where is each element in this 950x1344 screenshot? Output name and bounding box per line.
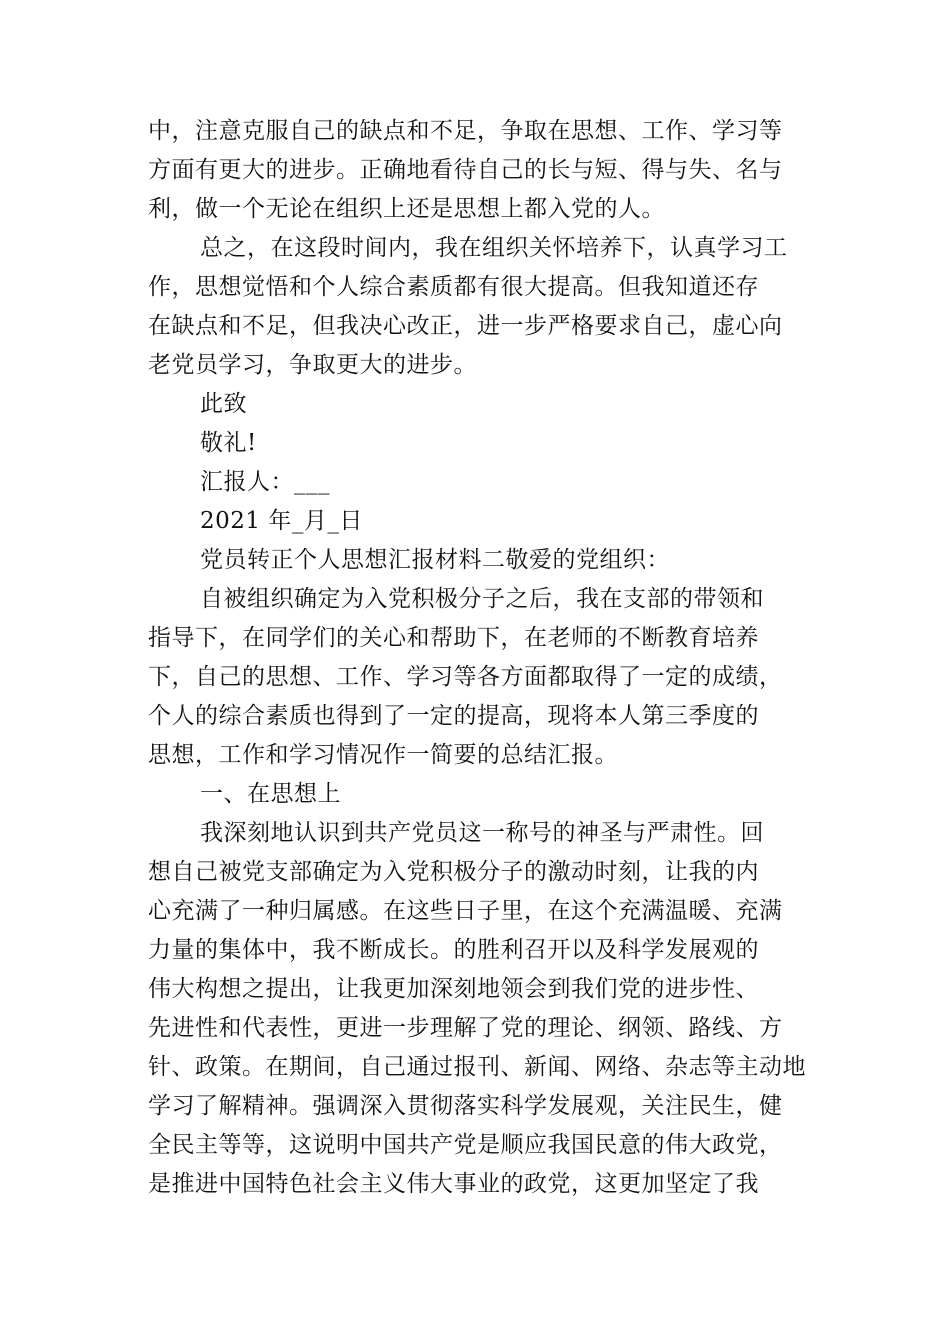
text-line: 心充满了一种归属感。在这些日子里，在这个充满温暖、充满 — [148, 898, 783, 924]
text-line: 一、在思想上 — [200, 781, 341, 807]
text-line: 老党员学习，争取更大的进步。 — [148, 352, 477, 378]
text-line: 作，思想觉悟和个人综合素质都有很大提高。但我知道还存 — [148, 274, 759, 300]
text-line: 力量的集体中，我不断成长。的胜利召开以及科学发展观的 — [148, 937, 759, 963]
text-line: 我深刻地认识到共产党员这一称号的神圣与严肃性。回 — [200, 820, 764, 846]
text-line: 学习了解精神。强调深入贯彻落实科学发展观，关注民生，健 — [148, 1093, 783, 1119]
text-line: 想自己被党支部确定为入党积极分子的激动时刻，让我的内 — [148, 859, 759, 885]
text-line: 思想，工作和学习情况作一简要的总结汇报。 — [148, 742, 618, 768]
text-line: 先进性和代表性，更进一步理解了党的理论、纲领、路线、方 — [148, 1015, 783, 1041]
text-line: 是推进中国特色社会主义伟大事业的政党，这更加坚定了我 — [148, 1171, 759, 1197]
document-page — [148, 112, 808, 1204]
text-line: 下，自己的思想、工作、学习等各方面都取得了一定的成绩， — [148, 664, 783, 690]
text-line: 汇报人：___ — [200, 469, 330, 495]
text-line: 总之，在这段时间内，我在组织关怀培养下，认真学习工 — [200, 235, 788, 261]
text-line: 自被组织确定为入党积极分子之后，我在支部的带领和 — [200, 586, 764, 612]
text-line: 利，做一个无论在组织上还是思想上都入党的人。 — [148, 196, 665, 222]
text-line: 方面有更大的进步。正确地看待自己的长与短、得与失、名与 — [148, 157, 783, 183]
text-line: 伟大构想之提出，让我更加深刻地领会到我们党的进步性、 — [148, 976, 759, 1002]
text-line: 针、政策。在期间，自己通过报刊、新闻、网络、杂志等主动地 — [148, 1054, 806, 1080]
text-line: 此致 — [200, 391, 247, 417]
text-line: 指导下，在同学们的关心和帮助下，在老师的不断教育培养 — [148, 625, 759, 651]
text-line: 敬礼! — [200, 430, 257, 456]
text-line: 2021 年_月_日 — [200, 508, 363, 534]
text-line: 在缺点和不足，但我决心改正，进一步严格要求自己，虚心向 — [148, 313, 783, 339]
text-line: 个人的综合素质也得到了一定的提高，现将本人第三季度的 — [148, 703, 759, 729]
text-line: 中，注意克服自己的缺点和不足，争取在思想、工作、学习等 — [148, 118, 783, 144]
text-line: 党员转正个人思想汇报材料二敬爱的党组织： — [200, 547, 670, 573]
text-line: 全民主等等，这说明中国共产党是顺应我国民意的伟大政党， — [148, 1132, 783, 1158]
